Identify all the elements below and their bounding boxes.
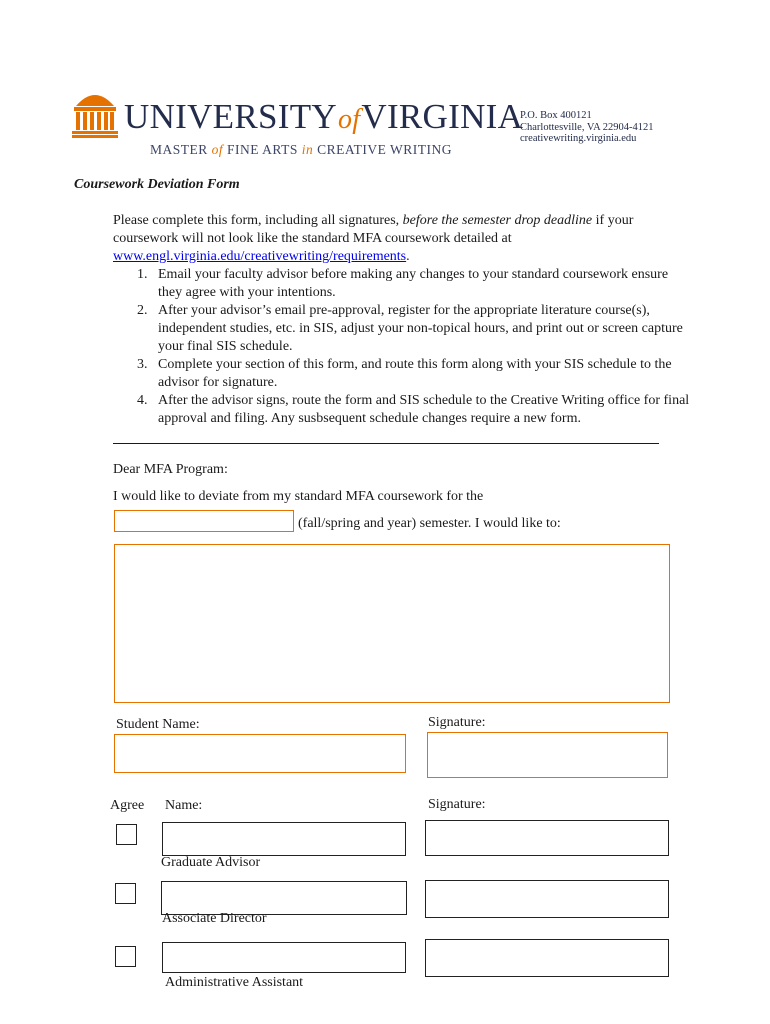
wordmark-of: of bbox=[337, 104, 361, 135]
graduate-advisor-signature-field[interactable] bbox=[425, 820, 669, 856]
associate-director-agree-checkbox[interactable] bbox=[115, 883, 136, 904]
semester-label: (fall/spring and year) semester. I would like to: bbox=[298, 516, 561, 531]
wordmark-virginia: VIRGINIA bbox=[361, 97, 524, 136]
drop-deadline-emphasis: before the semester drop deadline bbox=[402, 213, 593, 228]
administrative-assistant-label: Administrative Assistant bbox=[165, 975, 304, 990]
associate-director-name-input[interactable] bbox=[161, 881, 407, 915]
rotunda-logo-icon bbox=[72, 90, 118, 138]
graduate-advisor-name-input[interactable] bbox=[162, 822, 406, 856]
associate-director-label: Associate Director bbox=[162, 911, 267, 926]
graduate-advisor-label: Graduate Advisor bbox=[161, 855, 261, 870]
graduate-advisor-agree-checkbox[interactable] bbox=[116, 824, 137, 845]
step-item: 4. After the advisor signs, route the form and SIS schedule to the Creative Writing office for final approval and filing. Any susbsequent schedule changes require a new form. bbox=[137, 393, 690, 426]
student-name-input[interactable] bbox=[114, 734, 406, 773]
address-website: creativewriting.virginia.edu bbox=[520, 133, 637, 144]
name-column-label: Name: bbox=[165, 798, 203, 813]
student-signature-field[interactable] bbox=[427, 732, 668, 778]
administrative-assistant-name-input[interactable] bbox=[162, 942, 406, 973]
student-name-label: Student Name: bbox=[116, 717, 200, 732]
step-item: 3. Complete your section of this form, and route this form along with your SIS schedule to the advisor for signature. bbox=[137, 357, 672, 390]
administrative-assistant-signature-field[interactable] bbox=[425, 939, 669, 977]
step-item: 2. After your advisor’s email pre-approval, register for the appropriate literature course(s), independent studies, etc. in SIS, adjust your non-topical hours, and print out or screen capture your final SIS schedule. bbox=[137, 303, 683, 354]
program-name: MASTER of FINE ARTS in CREATIVE WRITING bbox=[150, 142, 452, 157]
address-po-box: P.O. Box 400121 bbox=[520, 110, 592, 121]
university-wordmark bbox=[124, 99, 523, 134]
deviation-description-textarea[interactable] bbox=[114, 544, 670, 703]
form-title: Coursework Deviation Form bbox=[74, 177, 240, 192]
address-city: Charlottesville, VA 22904-4121 bbox=[520, 121, 654, 133]
signature-column-label: Signature: bbox=[428, 797, 486, 812]
associate-director-signature-field[interactable] bbox=[425, 880, 669, 918]
mailing-address bbox=[520, 110, 654, 145]
form-instructions: Please complete this form, including all signatures, before the semester drop deadline if your coursework will not look like the standard MFA coursework detailed at www.engl.virginia.edu/creativewriting/requirements. bbox=[113, 213, 634, 264]
student-signature-label: Signature: bbox=[428, 715, 486, 730]
deviate-statement: I would like to deviate from my standard MFA coursework for the bbox=[113, 489, 484, 504]
salutation: Dear MFA Program: bbox=[113, 462, 228, 477]
requirements-link[interactable]: www.engl.virginia.edu/creativewriting/requirements bbox=[113, 249, 407, 264]
instruction-steps bbox=[113, 266, 693, 428]
section-divider bbox=[113, 443, 659, 444]
step-item: 1. Email your faculty advisor before making any changes to your standard coursework ensure they agree with your intentions. bbox=[137, 267, 669, 300]
semester-input[interactable] bbox=[114, 510, 294, 532]
administrative-assistant-agree-checkbox[interactable] bbox=[115, 946, 136, 967]
wordmark-university: UNIVERSITY bbox=[124, 97, 337, 136]
agree-column-label: Agree bbox=[110, 798, 145, 813]
